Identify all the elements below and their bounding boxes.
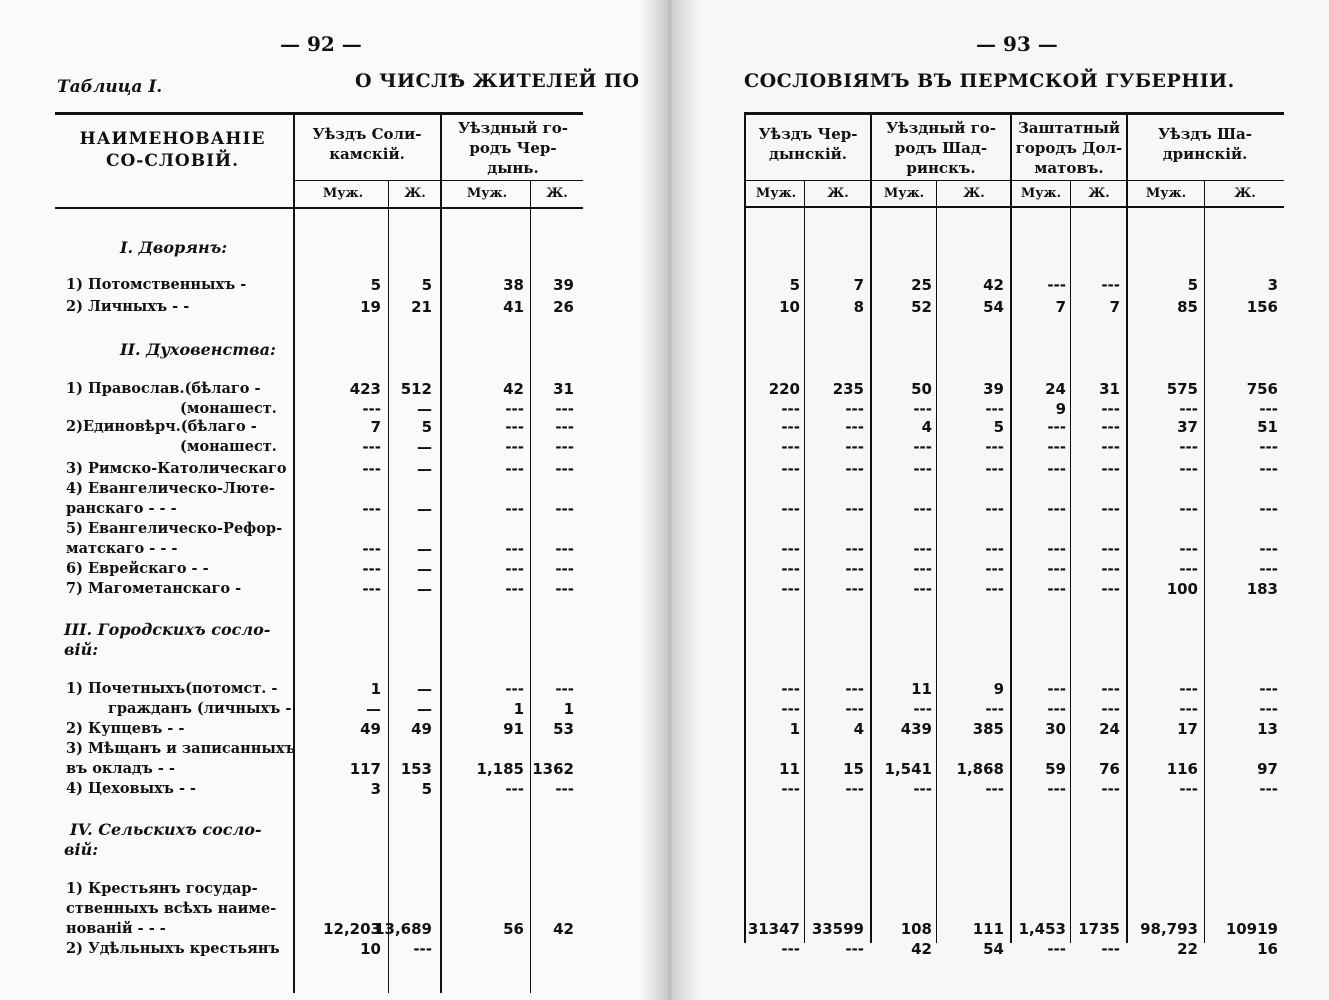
left-page: [0, 0, 664, 1000]
section-heading: IV. Сельскихъ сосло-: [70, 820, 262, 839]
table-cell: 1,453: [1018, 920, 1066, 938]
table-cell: ---: [781, 680, 800, 698]
table-top-rule: [744, 112, 1284, 115]
table-cell: ---: [505, 780, 524, 798]
table-cell: ---: [1047, 680, 1066, 698]
table-label: Таблица I.: [57, 77, 163, 97]
table-cell: ---: [845, 560, 864, 578]
table-cell: ---: [1179, 700, 1198, 718]
table-cell: —: [366, 700, 381, 718]
table-cell: ---: [1047, 500, 1066, 518]
table-cell: 439: [900, 720, 932, 738]
table-cell: ---: [913, 540, 932, 558]
table-cell: 1: [513, 700, 524, 718]
table-cell: ---: [1259, 560, 1278, 578]
table-cell: 56: [503, 920, 524, 938]
table-cell: 4: [921, 418, 932, 436]
sub-f: Ж.: [546, 186, 568, 201]
table-cell: 9: [1055, 400, 1066, 418]
table-cell: ---: [1259, 540, 1278, 558]
table-cell: 8: [853, 298, 864, 316]
table-cell: 1,185: [476, 760, 524, 778]
table-cell: 16: [1257, 940, 1278, 958]
table-cell: 111: [972, 920, 1004, 938]
header-col-shadrinsk: Уѣздный го-родъ Шад-ринскъ.: [885, 119, 997, 177]
row-label: (монашест.: [180, 438, 277, 455]
table-cell: ---: [555, 460, 574, 478]
table-cell: —: [417, 680, 432, 698]
table-cell: ---: [781, 460, 800, 478]
table-cell: 1: [370, 680, 381, 698]
subheader-rule: [744, 180, 1284, 181]
header-bottom-rule: [744, 206, 1284, 208]
table-cell: ---: [505, 560, 524, 578]
table-cell: 1,868: [956, 760, 1004, 778]
table-cell: 42: [983, 276, 1004, 294]
table-cell: 512: [400, 380, 432, 398]
table-cell: 59: [1045, 760, 1066, 778]
table-cell: ---: [1179, 500, 1198, 518]
table-cell: ---: [985, 400, 1004, 418]
row-label: 7) Магометанскаго -: [66, 580, 242, 597]
header-col-dolmatov: Заштатный городъ Дол-матовъ.: [1015, 119, 1123, 177]
col-divider: [1010, 113, 1012, 943]
table-cell: —: [417, 560, 432, 578]
table-cell: ---: [1047, 580, 1066, 598]
row-label: въ окладъ - -: [66, 760, 175, 777]
table-cell: ---: [845, 500, 864, 518]
table-cell: 756: [1246, 380, 1278, 398]
section-heading: I. Дворянъ:: [120, 238, 228, 257]
table-cell: ---: [505, 540, 524, 558]
table-cell: ---: [1047, 700, 1066, 718]
sub-m: Муж.: [1145, 186, 1187, 201]
table-cell: 7: [370, 418, 381, 436]
table-cell: 50: [911, 380, 932, 398]
table-cell: ---: [555, 418, 574, 436]
table-cell: ---: [555, 540, 574, 558]
table-cell: ---: [1179, 560, 1198, 578]
col-divider: [870, 113, 872, 943]
title-right: СОСЛОВІЯМЪ ВЪ ПЕРМСКОЙ ГУБЕРНІИ.: [744, 70, 1235, 92]
col-divider: [1126, 113, 1128, 943]
table-cell: 5: [421, 780, 432, 798]
table-cell: 4: [853, 720, 864, 738]
col-divider: [1070, 181, 1071, 943]
table-cell: ---: [1259, 500, 1278, 518]
sub-f: Ж.: [827, 186, 849, 201]
table-cell: ---: [1101, 418, 1120, 436]
table-cell: ---: [845, 540, 864, 558]
table-cell: 12,203: [323, 920, 381, 938]
header-col-cherdyn: Уѣздный го-родъ Чер-дынь.: [457, 119, 569, 177]
table-cell: ---: [781, 418, 800, 436]
col-divider: [530, 181, 531, 993]
table-cell: 49: [411, 720, 432, 738]
table-cell: ---: [1179, 680, 1198, 698]
table-cell: 10: [360, 940, 381, 958]
table-cell: 11: [779, 760, 800, 778]
table-cell: 91: [503, 720, 524, 738]
table-cell: ---: [555, 580, 574, 598]
row-label: 1) Почетныхъ(потомст. -: [66, 680, 278, 697]
sub-f: Ж.: [1234, 186, 1256, 201]
table-cell: ---: [845, 580, 864, 598]
table-cell: ---: [845, 418, 864, 436]
sub-m: Муж.: [466, 186, 508, 201]
table-cell: 33599: [811, 920, 864, 938]
table-cell: —: [417, 700, 432, 718]
table-cell: ---: [1179, 540, 1198, 558]
table-cell: 24: [1045, 380, 1066, 398]
header-bottom-rule: [55, 207, 583, 209]
table-cell: ---: [555, 400, 574, 418]
table-cell: ---: [913, 500, 932, 518]
row-label: 2) Купцевъ - -: [66, 720, 185, 737]
table-cell: ---: [505, 580, 524, 598]
table-cell: 7: [1055, 298, 1066, 316]
table-cell: ---: [1101, 540, 1120, 558]
header-estates: НАИМЕНОВАНІЕ СО-СЛОВІЙ.: [79, 129, 266, 171]
table-cell: ---: [1101, 400, 1120, 418]
table-cell: ---: [985, 460, 1004, 478]
header-col-shadrinsky: Уѣздъ Ша-дринскій.: [1158, 125, 1252, 163]
table-cell: ---: [362, 500, 381, 518]
table-cell: 575: [1166, 380, 1198, 398]
table-cell: ---: [362, 460, 381, 478]
row-label: 1) Крестьянъ государ-: [66, 880, 258, 897]
col-divider: [440, 113, 442, 993]
table-cell: ---: [505, 400, 524, 418]
table-cell: ---: [1101, 438, 1120, 456]
table-cell: 97: [1257, 760, 1278, 778]
sub-m: Муж.: [755, 186, 797, 201]
row-label: нованій - - -: [66, 920, 166, 937]
table-cell: 3: [1267, 276, 1278, 294]
table-cell: ---: [985, 560, 1004, 578]
table-cell: ---: [781, 540, 800, 558]
table-cell: 37: [1177, 418, 1198, 436]
row-label: 6) Еврейскаго - -: [66, 560, 209, 577]
row-label: 4) Евангелическо-Люте-: [66, 480, 275, 497]
table-cell: 385: [972, 720, 1004, 738]
table-cell: —: [417, 460, 432, 478]
table-cell: ---: [505, 460, 524, 478]
table-cell: ---: [362, 400, 381, 418]
table-cell: ---: [781, 560, 800, 578]
table-cell: ---: [1047, 276, 1066, 294]
section-heading: вій:: [64, 640, 99, 659]
table-cell: ---: [1101, 560, 1120, 578]
table-cell: —: [417, 438, 432, 456]
table-cell: ---: [362, 540, 381, 558]
table-cell: ---: [1047, 560, 1066, 578]
table-cell: 42: [553, 920, 574, 938]
row-label: 1) Православ.(бѣлаго -: [66, 380, 261, 397]
table-cell: ---: [845, 700, 864, 718]
table-cell: 85: [1177, 298, 1198, 316]
col-divider: [1204, 181, 1205, 943]
table-cell: 39: [983, 380, 1004, 398]
table-cell: ---: [781, 438, 800, 456]
table-cell: 54: [983, 298, 1004, 316]
table-cell: ---: [1101, 460, 1120, 478]
table-cell: ---: [505, 438, 524, 456]
table-cell: ---: [781, 940, 800, 958]
table-cell: 1735: [1078, 920, 1120, 938]
table-cell: 5: [1187, 276, 1198, 294]
table-cell: 5: [993, 418, 1004, 436]
table-cell: ---: [1101, 700, 1120, 718]
table-cell: ---: [555, 500, 574, 518]
table-cell: ---: [1047, 460, 1066, 478]
table-cell: ---: [555, 680, 574, 698]
table-cell: ---: [1179, 460, 1198, 478]
page-number-right: — 93 —: [976, 32, 1058, 56]
table-cell: 117: [349, 760, 381, 778]
table-cell: 31: [1099, 380, 1120, 398]
table-cell: ---: [781, 580, 800, 598]
table-cell: 153: [400, 760, 432, 778]
sub-m: Муж.: [322, 186, 364, 201]
table-cell: 76: [1099, 760, 1120, 778]
table-cell: ---: [505, 680, 524, 698]
table-cell: ---: [985, 438, 1004, 456]
table-cell: ---: [1259, 438, 1278, 456]
sub-f: Ж.: [404, 186, 426, 201]
table-cell: 13,689: [374, 920, 432, 938]
table-cell: ---: [1047, 438, 1066, 456]
table-cell: 1362: [532, 760, 574, 778]
header-col-solikamsk: Уѣздъ Соли-камскій.: [312, 125, 422, 163]
table-cell: 108: [900, 920, 932, 938]
table-cell: 31: [553, 380, 574, 398]
table-cell: 1,541: [884, 760, 932, 778]
table-cell: ---: [1259, 400, 1278, 418]
table-cell: 3: [370, 780, 381, 798]
table-cell: ---: [1259, 780, 1278, 798]
table-cell: ---: [1101, 276, 1120, 294]
row-label: 5) Евангелическо-Рефор-: [66, 520, 283, 537]
table-cell: ---: [1047, 540, 1066, 558]
table-cell: 24: [1099, 720, 1120, 738]
table-cell: 9: [993, 680, 1004, 698]
table-cell: 41: [503, 298, 524, 316]
table-cell: ---: [505, 418, 524, 436]
table-cell: ---: [913, 438, 932, 456]
table-cell: 54: [983, 940, 1004, 958]
table-cell: ---: [1179, 400, 1198, 418]
table-cell: ---: [1047, 780, 1066, 798]
table-cell: ---: [913, 700, 932, 718]
row-label: 1) Потомственныхъ -: [66, 276, 247, 293]
table-cell: ---: [505, 500, 524, 518]
table-cell: ---: [1101, 500, 1120, 518]
table-cell: 116: [1166, 760, 1198, 778]
table-cell: 183: [1246, 580, 1278, 598]
table-cell: ---: [985, 540, 1004, 558]
col-divider: [936, 181, 937, 943]
table-cell: 31347: [747, 920, 800, 938]
table-cell: ---: [913, 780, 932, 798]
table-cell: 19: [360, 298, 381, 316]
table-cell: ---: [845, 438, 864, 456]
table-cell: ---: [913, 560, 932, 578]
table-cell: 5: [370, 276, 381, 294]
table-cell: 5: [421, 276, 432, 294]
table-cell: 22: [1177, 940, 1198, 958]
header-col-cherdynsky: Уѣздъ Чер-дынскій.: [758, 125, 858, 163]
row-label: 3) Мѣщанъ и записанныхъ: [66, 740, 296, 757]
table-cell: —: [417, 540, 432, 558]
table-cell: ---: [845, 460, 864, 478]
section-heading: вій:: [64, 840, 99, 859]
table-cell: ---: [985, 700, 1004, 718]
table-cell: 5: [421, 418, 432, 436]
table-cell: ---: [781, 700, 800, 718]
subheader-rule: [293, 180, 583, 181]
table-cell: ---: [781, 400, 800, 418]
table-cell: ---: [362, 580, 381, 598]
table-cell: ---: [555, 438, 574, 456]
row-label: 4) Цеховыхъ - -: [66, 780, 197, 797]
page-number-left: — 92 —: [280, 32, 362, 56]
table-cell: ---: [1101, 680, 1120, 698]
table-cell: 42: [503, 380, 524, 398]
table-cell: 98,793: [1140, 920, 1198, 938]
table-cell: 11: [911, 680, 932, 698]
table-cell: ---: [913, 400, 932, 418]
table-cell: 5: [789, 276, 800, 294]
table-cell: ---: [845, 680, 864, 698]
table-cell: 1: [789, 720, 800, 738]
row-label: 2) Личныхъ - -: [66, 298, 190, 315]
section-heading: II. Духовенства:: [120, 340, 276, 359]
table-cell: 10919: [1225, 920, 1278, 938]
table-cell: ---: [845, 400, 864, 418]
table-cell: ---: [362, 438, 381, 456]
table-cell: 1: [563, 700, 574, 718]
table-cell: 7: [853, 276, 864, 294]
row-label: ственныхъ всѣхъ наиме-: [66, 900, 277, 917]
table-cell: —: [417, 580, 432, 598]
row-label: гражданъ (личныхъ -: [108, 700, 292, 717]
table-cell: ---: [555, 560, 574, 578]
row-label: 2)Единовѣрч.(бѣлаго -: [66, 418, 257, 435]
table-cell: ---: [845, 780, 864, 798]
table-cell: 49: [360, 720, 381, 738]
table-cell: ---: [985, 580, 1004, 598]
row-label: ранскаго - - -: [66, 500, 177, 517]
table-cell: ---: [913, 460, 932, 478]
table-cell: ---: [413, 940, 432, 958]
table-cell: ---: [985, 780, 1004, 798]
col-divider: [293, 113, 295, 993]
col-divider: [744, 113, 746, 943]
table-cell: ---: [362, 560, 381, 578]
table-cell: —: [417, 400, 432, 418]
table-cell: 7: [1109, 298, 1120, 316]
table-cell: 51: [1257, 418, 1278, 436]
table-top-rule: [55, 112, 583, 115]
row-label: (монашест.: [180, 400, 277, 417]
table-cell: 100: [1166, 580, 1198, 598]
table-cell: ---: [1101, 580, 1120, 598]
table-cell: ---: [1259, 700, 1278, 718]
sub-m: Муж.: [883, 186, 925, 201]
table-cell: 21: [411, 298, 432, 316]
table-cell: 423: [349, 380, 381, 398]
sub-m: Муж.: [1020, 186, 1062, 201]
table-cell: ---: [1101, 780, 1120, 798]
table-cell: ---: [845, 940, 864, 958]
row-label: матскаго - - -: [66, 540, 178, 557]
col-divider: [388, 181, 389, 993]
table-cell: 15: [843, 760, 864, 778]
sub-f: Ж.: [963, 186, 985, 201]
table-cell: 13: [1257, 720, 1278, 738]
table-cell: 235: [832, 380, 864, 398]
table-cell: ---: [985, 500, 1004, 518]
table-cell: 17: [1177, 720, 1198, 738]
table-cell: ---: [1259, 680, 1278, 698]
table-cell: ---: [1259, 460, 1278, 478]
table-cell: 220: [768, 380, 800, 398]
table-cell: ---: [1047, 940, 1066, 958]
table-cell: ---: [1101, 940, 1120, 958]
right-page: [664, 0, 1329, 1000]
col-divider: [804, 181, 805, 943]
table-cell: 26: [553, 298, 574, 316]
table-cell: 42: [911, 940, 932, 958]
table-cell: ---: [1179, 438, 1198, 456]
table-cell: 156: [1246, 298, 1278, 316]
table-cell: 30: [1045, 720, 1066, 738]
sub-f: Ж.: [1088, 186, 1110, 201]
table-cell: ---: [781, 500, 800, 518]
table-cell: 52: [911, 298, 932, 316]
section-heading: III. Городскихъ сосло-: [64, 620, 271, 639]
title-left: О ЧИСЛѢ ЖИТЕЛЕЙ ПО: [355, 70, 640, 92]
table-cell: 25: [911, 276, 932, 294]
table-cell: ---: [1179, 780, 1198, 798]
table-cell: —: [417, 500, 432, 518]
table-cell: 10: [779, 298, 800, 316]
table-cell: 39: [553, 276, 574, 294]
table-cell: ---: [555, 780, 574, 798]
table-cell: ---: [913, 580, 932, 598]
table-cell: ---: [1047, 418, 1066, 436]
table-cell: ---: [781, 780, 800, 798]
row-label: 2) Удѣльныхъ крестьянъ: [66, 940, 280, 957]
table-cell: 53: [553, 720, 574, 738]
table-cell: 38: [503, 276, 524, 294]
row-label: 3) Римско-Католическаго: [66, 460, 287, 477]
